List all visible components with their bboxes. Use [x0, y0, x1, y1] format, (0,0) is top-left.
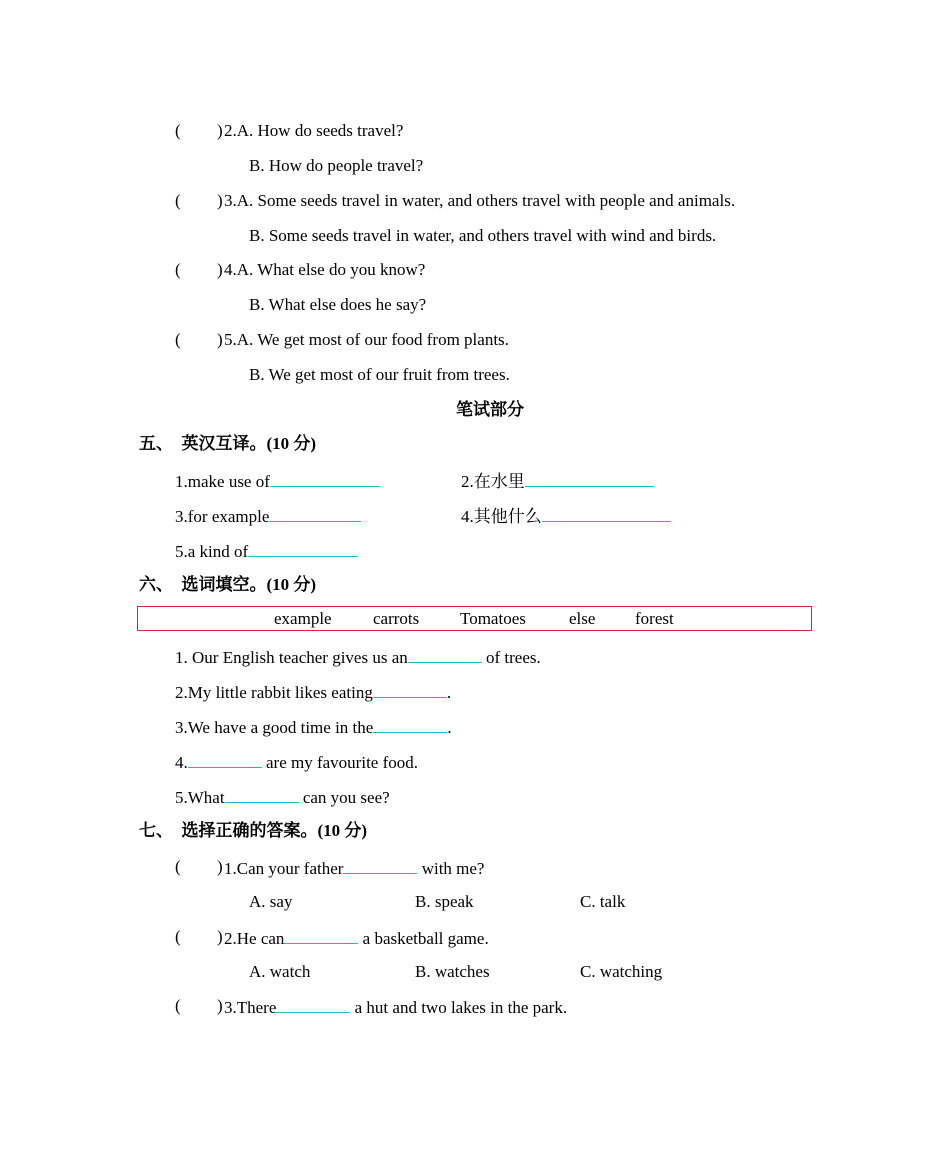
question-text: a hut and two lakes in the park. [350, 998, 568, 1017]
answer-blank[interactable] [248, 540, 358, 557]
answer-blank[interactable] [270, 470, 380, 487]
listening-q5-option-a: 5.A. We get most of our food from plants. [224, 330, 509, 349]
listening-q4-option-b: B. What else does he say? [249, 295, 427, 314]
question-text: 2.He can [224, 929, 285, 948]
translate-item-text: 4.其他什么 [461, 507, 542, 526]
question-text: 5.What [175, 788, 225, 807]
question-text: 1. Our English teacher gives us an [175, 648, 408, 667]
listening-q4-option-a: 4.A. What else do you know? [224, 260, 426, 279]
choice-option-b[interactable]: B. speak [415, 892, 474, 911]
answer-paren-open: ( [175, 260, 181, 279]
choice-option-b[interactable]: B. watches [415, 962, 490, 981]
translate-item-2 [461, 470, 654, 492]
answer-paren-close: ) [217, 927, 223, 946]
answer-blank[interactable] [276, 996, 350, 1013]
word-bank-item: example [274, 609, 332, 628]
section6-heading: 六、 选词填空。(10 分) [139, 575, 317, 594]
written-part-title: 笔试部分 [456, 400, 524, 419]
word-bank-item: carrots [373, 609, 420, 628]
question-text: are my favourite food. [261, 753, 418, 772]
answer-paren-open: ( [175, 927, 181, 946]
choice-question-1 [224, 857, 484, 879]
choice-option-c[interactable]: C. talk [580, 892, 626, 911]
translate-item-1 [175, 470, 380, 492]
listening-q3-option-a: 3.A. Some seeds travel in water, and others travel with people and animals. [224, 191, 736, 210]
answer-blank[interactable] [225, 786, 299, 803]
translate-item-3 [175, 505, 361, 527]
translate-item-5 [175, 540, 358, 562]
word-bank-item: else [569, 609, 596, 628]
question-text: of trees. [481, 648, 541, 667]
answer-blank[interactable] [525, 470, 654, 487]
translate-item-4 [461, 505, 671, 527]
answer-blank[interactable] [542, 505, 671, 522]
word-bank-item: Tomatoes [460, 609, 526, 628]
word-bank-box [137, 606, 812, 631]
answer-paren-close: ) [217, 996, 223, 1015]
question-text: 4. [175, 753, 188, 772]
word-bank-item: forest [635, 609, 674, 628]
fill-question-2 [175, 681, 451, 703]
question-text: 3.We have a good time in the [175, 718, 374, 737]
fill-question-5 [175, 786, 390, 808]
answer-blank[interactable] [373, 681, 447, 698]
translate-item-text: 3.for example [175, 507, 270, 526]
choice-option-a[interactable]: A. watch [249, 962, 311, 981]
listening-q5-option-b: B. We get most of our fruit from trees. [249, 365, 510, 384]
choice-option-c[interactable]: C. watching [580, 962, 663, 981]
listening-q2-option-b: B. How do people travel? [249, 156, 424, 175]
section7-heading: 七、 选择正确的答案。(10 分) [139, 821, 368, 840]
question-text: 3.There [224, 998, 277, 1017]
answer-blank[interactable] [188, 751, 262, 768]
question-text: with me? [417, 859, 485, 878]
answer-paren-open: ( [175, 857, 181, 876]
answer-paren-close: ) [217, 857, 223, 876]
answer-paren-open: ( [175, 996, 181, 1015]
answer-paren-open: ( [175, 330, 181, 349]
answer-paren-close: ) [217, 121, 223, 140]
choice-option-a[interactable]: A. say [249, 892, 293, 911]
section5-heading: 五、 英汉互译。(10 分) [139, 434, 317, 453]
answer-blank[interactable] [373, 716, 447, 733]
answer-paren-open: ( [175, 121, 181, 140]
answer-blank[interactable] [408, 646, 482, 663]
answer-paren-close: ) [217, 260, 223, 279]
answer-blank[interactable] [343, 857, 417, 874]
answer-paren-close: ) [217, 191, 223, 210]
choice-question-2 [224, 927, 489, 949]
translate-item-text: 1.make use of [175, 472, 270, 491]
answer-paren-open: ( [175, 191, 181, 210]
fill-question-3 [175, 716, 452, 738]
translate-item-text: 2.在水里 [461, 472, 525, 491]
choice-question-3 [224, 996, 567, 1018]
listening-q3-option-b: B. Some seeds travel in water, and others travel with wind and birds. [249, 226, 717, 245]
answer-blank[interactable] [284, 927, 358, 944]
answer-paren-close: ) [217, 330, 223, 349]
fill-question-1 [175, 646, 541, 668]
question-text: a basketball game. [358, 929, 489, 948]
translate-item-text: 5.a kind of [175, 542, 249, 561]
question-text: 2.My little rabbit likes eating [175, 683, 373, 702]
answer-blank[interactable] [269, 505, 361, 522]
question-text: . [447, 718, 452, 737]
question-text: 1.Can your father [224, 859, 344, 878]
question-text: can you see? [298, 788, 390, 807]
listening-q2-option-a: 2.A. How do seeds travel? [224, 121, 404, 140]
fill-question-4 [175, 751, 418, 773]
question-text: . [446, 683, 452, 702]
